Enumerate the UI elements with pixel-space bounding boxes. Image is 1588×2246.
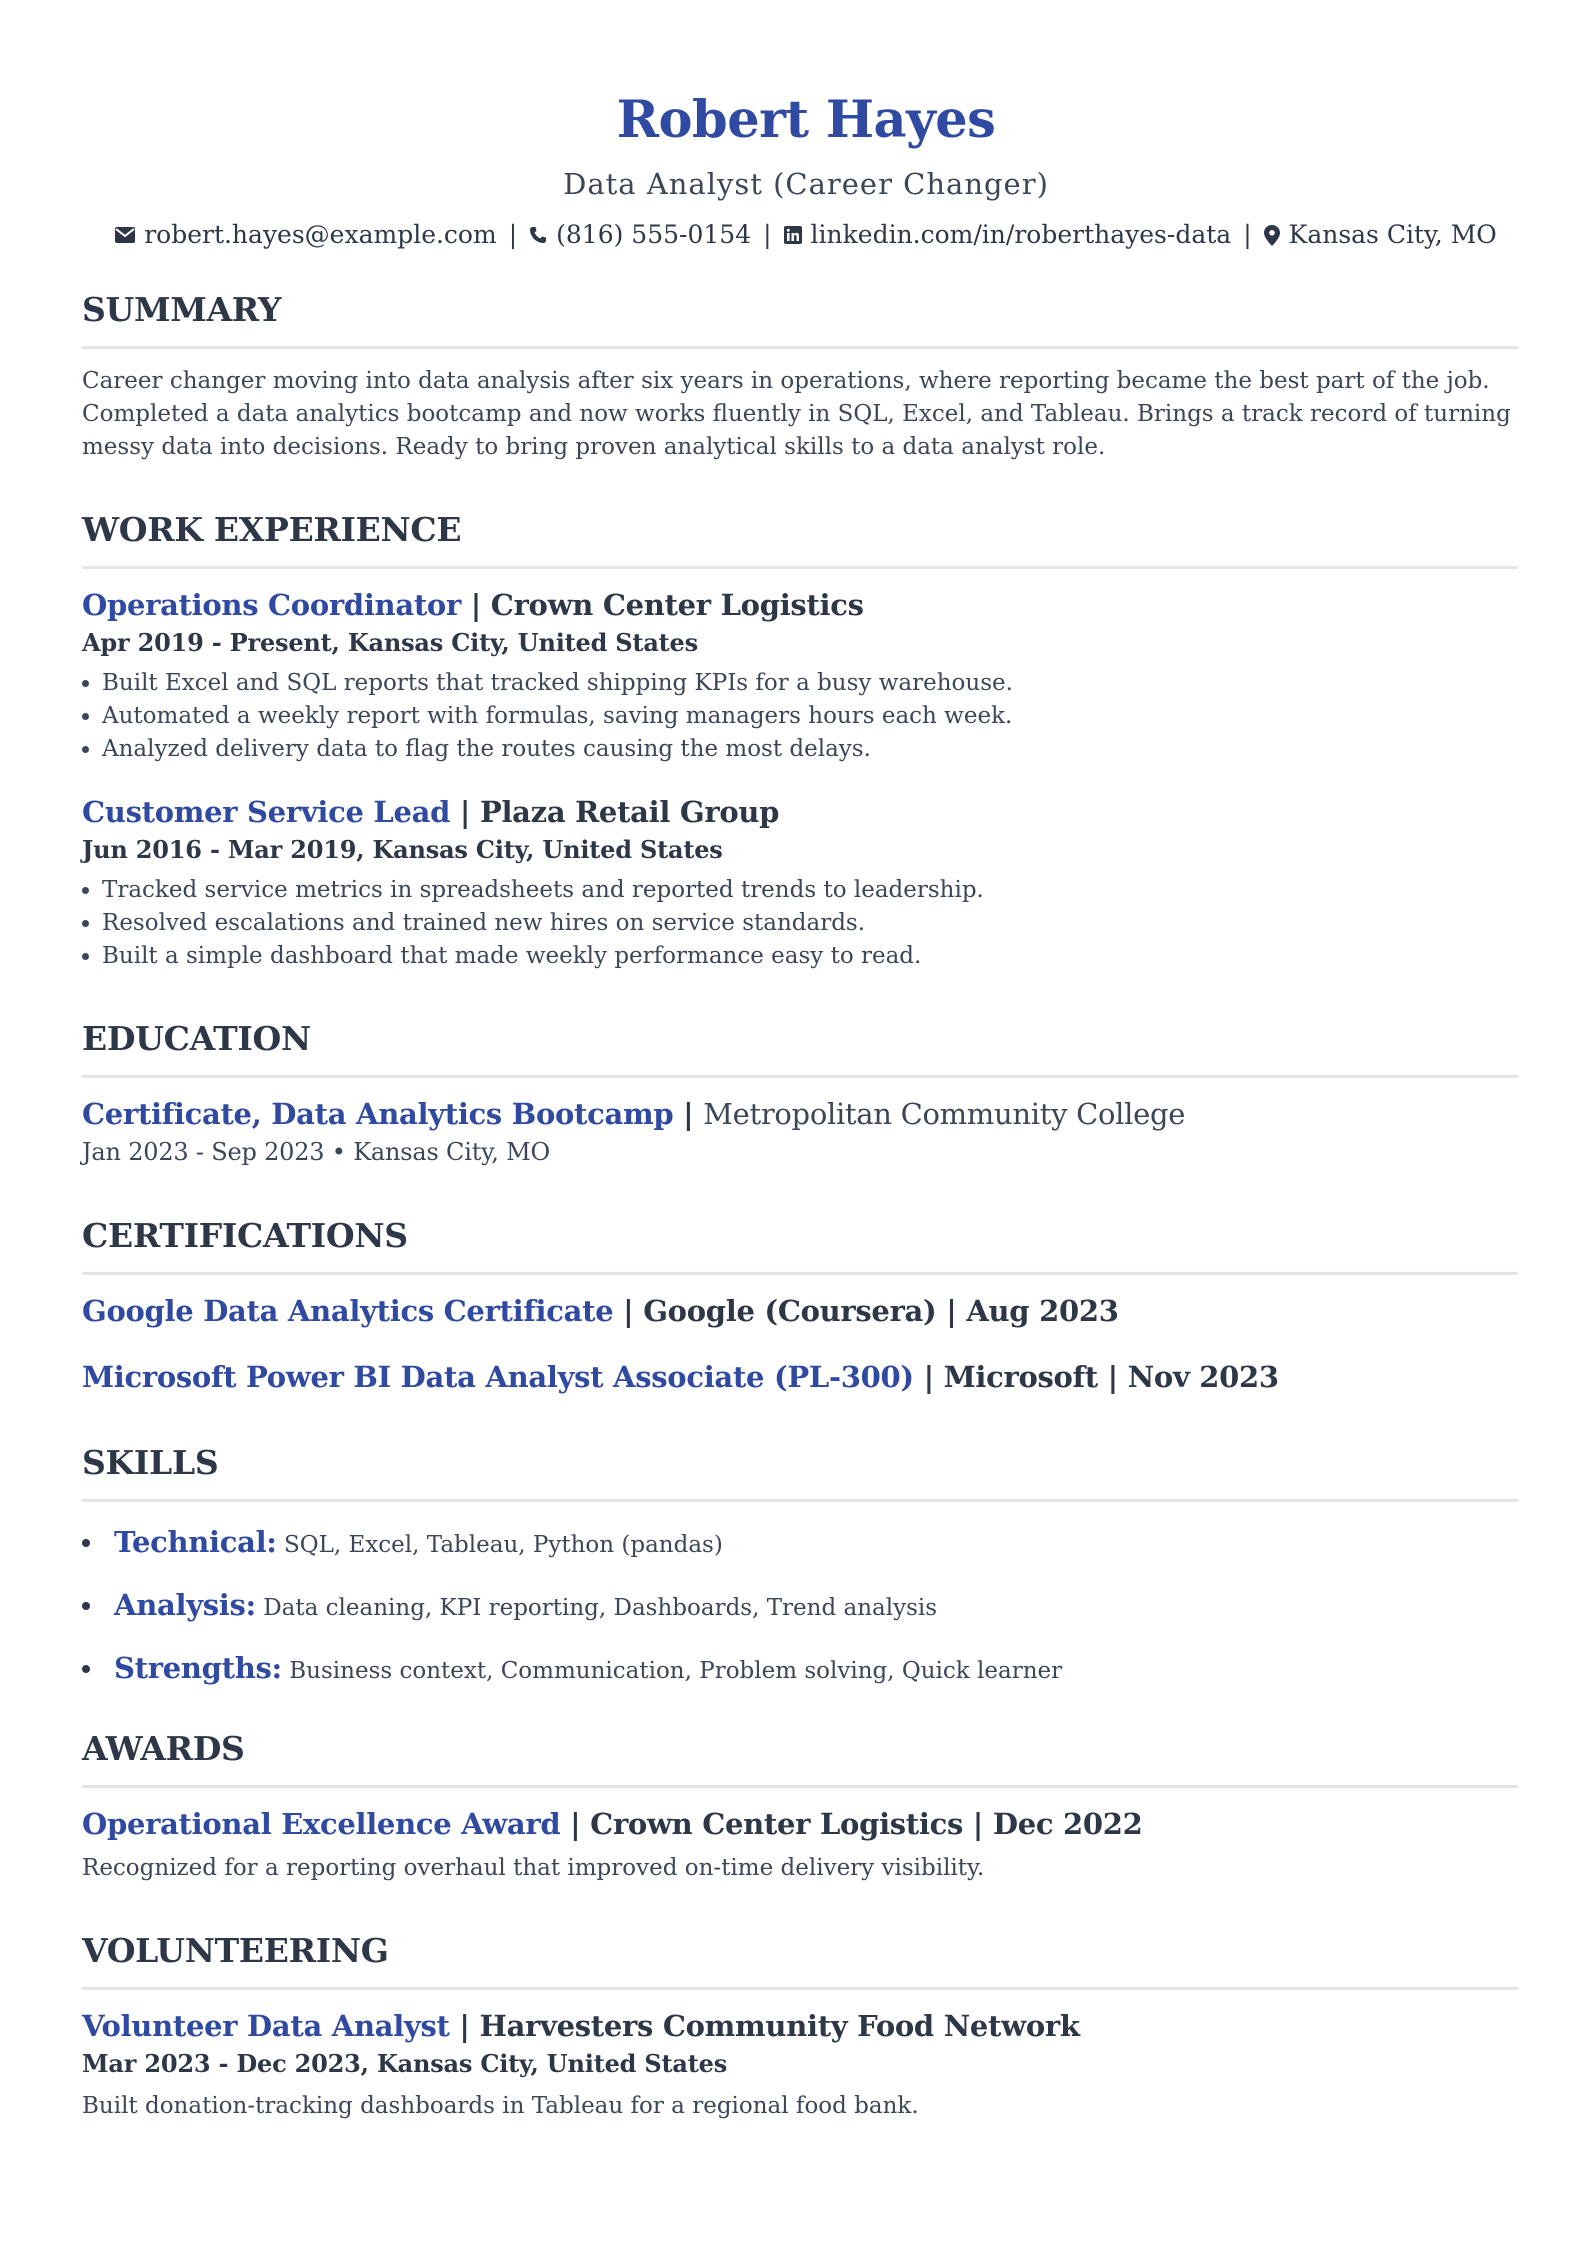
volunteer-meta: Mar 2023 - Dec 2023, Kansas City, United States [82, 2049, 728, 2078]
title-separator: | [623, 1294, 634, 1328]
section-title-experience: WORK EXPERIENCE [82, 510, 1518, 569]
section-title-certifications: CERTIFICATIONS [82, 1216, 1518, 1275]
skill-values: SQL, Excel, Tableau, Python (pandas) [284, 1532, 723, 1558]
certification-item [82, 1357, 1518, 1397]
phone-icon [529, 226, 547, 244]
award-description: Recognized for a reporting overhaul that improved on-time delivery visibility. [82, 1855, 985, 1881]
contact-separator: | [763, 220, 772, 249]
title-separator: | [470, 588, 481, 622]
volunteer-organization: Harvesters Community Food Network [479, 2009, 1080, 2043]
map-pin-icon [1264, 225, 1280, 246]
job-role: Operations Coordinator [82, 588, 461, 622]
skill-category: Strengths: [114, 1651, 282, 1685]
skill-values: Business context, Communication, Problem solving, Quick learner [289, 1658, 1063, 1684]
volunteer-title [82, 2006, 1518, 2046]
list-item: Automated a weekly report with formulas, saving managers hours each week. [82, 700, 1518, 733]
job-company: Crown Center Logistics [490, 588, 864, 622]
certification-details: Microsoft | Nov 2023 [943, 1360, 1279, 1394]
section-title-volunteering: VOLUNTEERING [82, 1931, 1518, 1990]
job-meta: Apr 2019 - Present, Kansas City, United States [82, 628, 698, 657]
education-section [82, 1019, 1518, 1170]
title-separator: | [923, 1360, 934, 1394]
certification-details: Google (Coursera) | Aug 2023 [643, 1294, 1119, 1328]
job-meta: Jun 2016 - Mar 2019, Kansas City, United States [82, 835, 723, 864]
contact-line [94, 218, 1518, 252]
list-item [82, 1522, 1518, 1565]
awards-section [82, 1729, 1518, 1885]
contact-separator: | [508, 220, 518, 249]
certification-name: Google Data Analytics Certificate [82, 1294, 614, 1328]
section-title-summary: SUMMARY [82, 290, 1518, 349]
candidate-headline: Data Analyst (Career Changer) [563, 167, 1049, 201]
candidate-name: Robert Hayes [616, 90, 996, 150]
title-separator: | [459, 795, 471, 829]
certification-name: Microsoft Power BI Data Analyst Associate (PL-300) [82, 1360, 914, 1394]
job-role: Customer Service Lead [82, 795, 451, 829]
volunteer-entry [82, 2006, 1518, 2123]
contact-location-text: Kansas City, MO [1288, 220, 1497, 249]
list-item: Built a simple dashboard that made weekly performance easy to read. [82, 940, 1518, 973]
experience-entry [82, 585, 1518, 766]
contact-phone-text: (816) 555-0154 [556, 220, 752, 249]
list-item: Tracked service metrics in spreadsheets and reported trends to leadership. [82, 874, 1518, 907]
award-entry [82, 1804, 1518, 1885]
education-meta: Jan 2023 - Sep 2023 • Kansas City, MO [82, 1138, 551, 1166]
list-item: Resolved escalations and trained new hires on service standards. [82, 907, 1518, 940]
section-title-awards: AWARDS [82, 1729, 1518, 1788]
title-separator: | [683, 1097, 694, 1131]
skills-section [82, 1443, 1518, 1691]
resume-header [82, 88, 1518, 252]
contact-email-text: robert.hayes@example.com [144, 220, 497, 249]
list-item [82, 1648, 1518, 1691]
education-title [82, 1094, 1518, 1134]
summary-text: Career changer moving into data analysis after six years in operations, where reporting became the best part of the job. Completed a data analytics bootcamp and now works fluently in SQL, Excel, and Tableau. Brings a track record of turning messy data into decisions. Ready to bring proven analytical skills to a data analyst role. [82, 368, 1511, 460]
summary-section [82, 290, 1518, 464]
award-title [82, 1804, 1518, 1844]
experience-title [82, 792, 1518, 832]
linkedin-icon [784, 226, 802, 244]
contact-separator: | [1243, 220, 1252, 249]
experience-entry [82, 792, 1518, 973]
section-title-skills: SKILLS [82, 1443, 1518, 1502]
list-item: Analyzed delivery data to flag the routes causing the most delays. [82, 733, 1518, 766]
contact-location [1264, 218, 1497, 252]
list-item: Built Excel and SQL reports that tracked shipping KPIs for a busy warehouse. [82, 667, 1518, 700]
title-separator: | [570, 1807, 581, 1841]
experience-title [82, 585, 1518, 625]
section-title-education: EDUCATION [82, 1019, 1518, 1078]
skills-list [82, 1518, 1518, 1691]
volunteer-role: Volunteer Data Analyst [82, 2009, 450, 2043]
job-bullets [82, 874, 1518, 973]
contact-phone[interactable] [529, 218, 751, 252]
experience-section [82, 510, 1518, 973]
contact-email[interactable] [115, 218, 497, 252]
contact-linkedin-text: linkedin.com/in/roberthayes-data [810, 220, 1232, 249]
education-entry [82, 1094, 1518, 1170]
envelope-icon [115, 227, 135, 243]
contact-linkedin[interactable] [784, 218, 1232, 252]
school-name: Metropolitan Community College [703, 1097, 1186, 1131]
volunteering-section [82, 1931, 1518, 2123]
title-separator: | [459, 2009, 470, 2043]
list-item [82, 1585, 1518, 1628]
certification-item [82, 1291, 1518, 1331]
award-name: Operational Excellence Award [82, 1807, 561, 1841]
job-company: Plaza Retail Group [479, 795, 780, 829]
skill-values: Data cleaning, KPI reporting, Dashboards, Trend analysis [263, 1595, 938, 1621]
certifications-section [82, 1216, 1518, 1397]
degree-name: Certificate, Data Analytics Bootcamp [82, 1097, 674, 1131]
skill-category: Analysis: [114, 1588, 256, 1622]
award-details: Crown Center Logistics | Dec 2022 [590, 1807, 1143, 1841]
job-bullets [82, 667, 1518, 766]
volunteer-description: Built donation-tracking dashboards in Tableau for a regional food bank. [82, 2093, 919, 2119]
skill-category: Technical: [114, 1525, 277, 1559]
